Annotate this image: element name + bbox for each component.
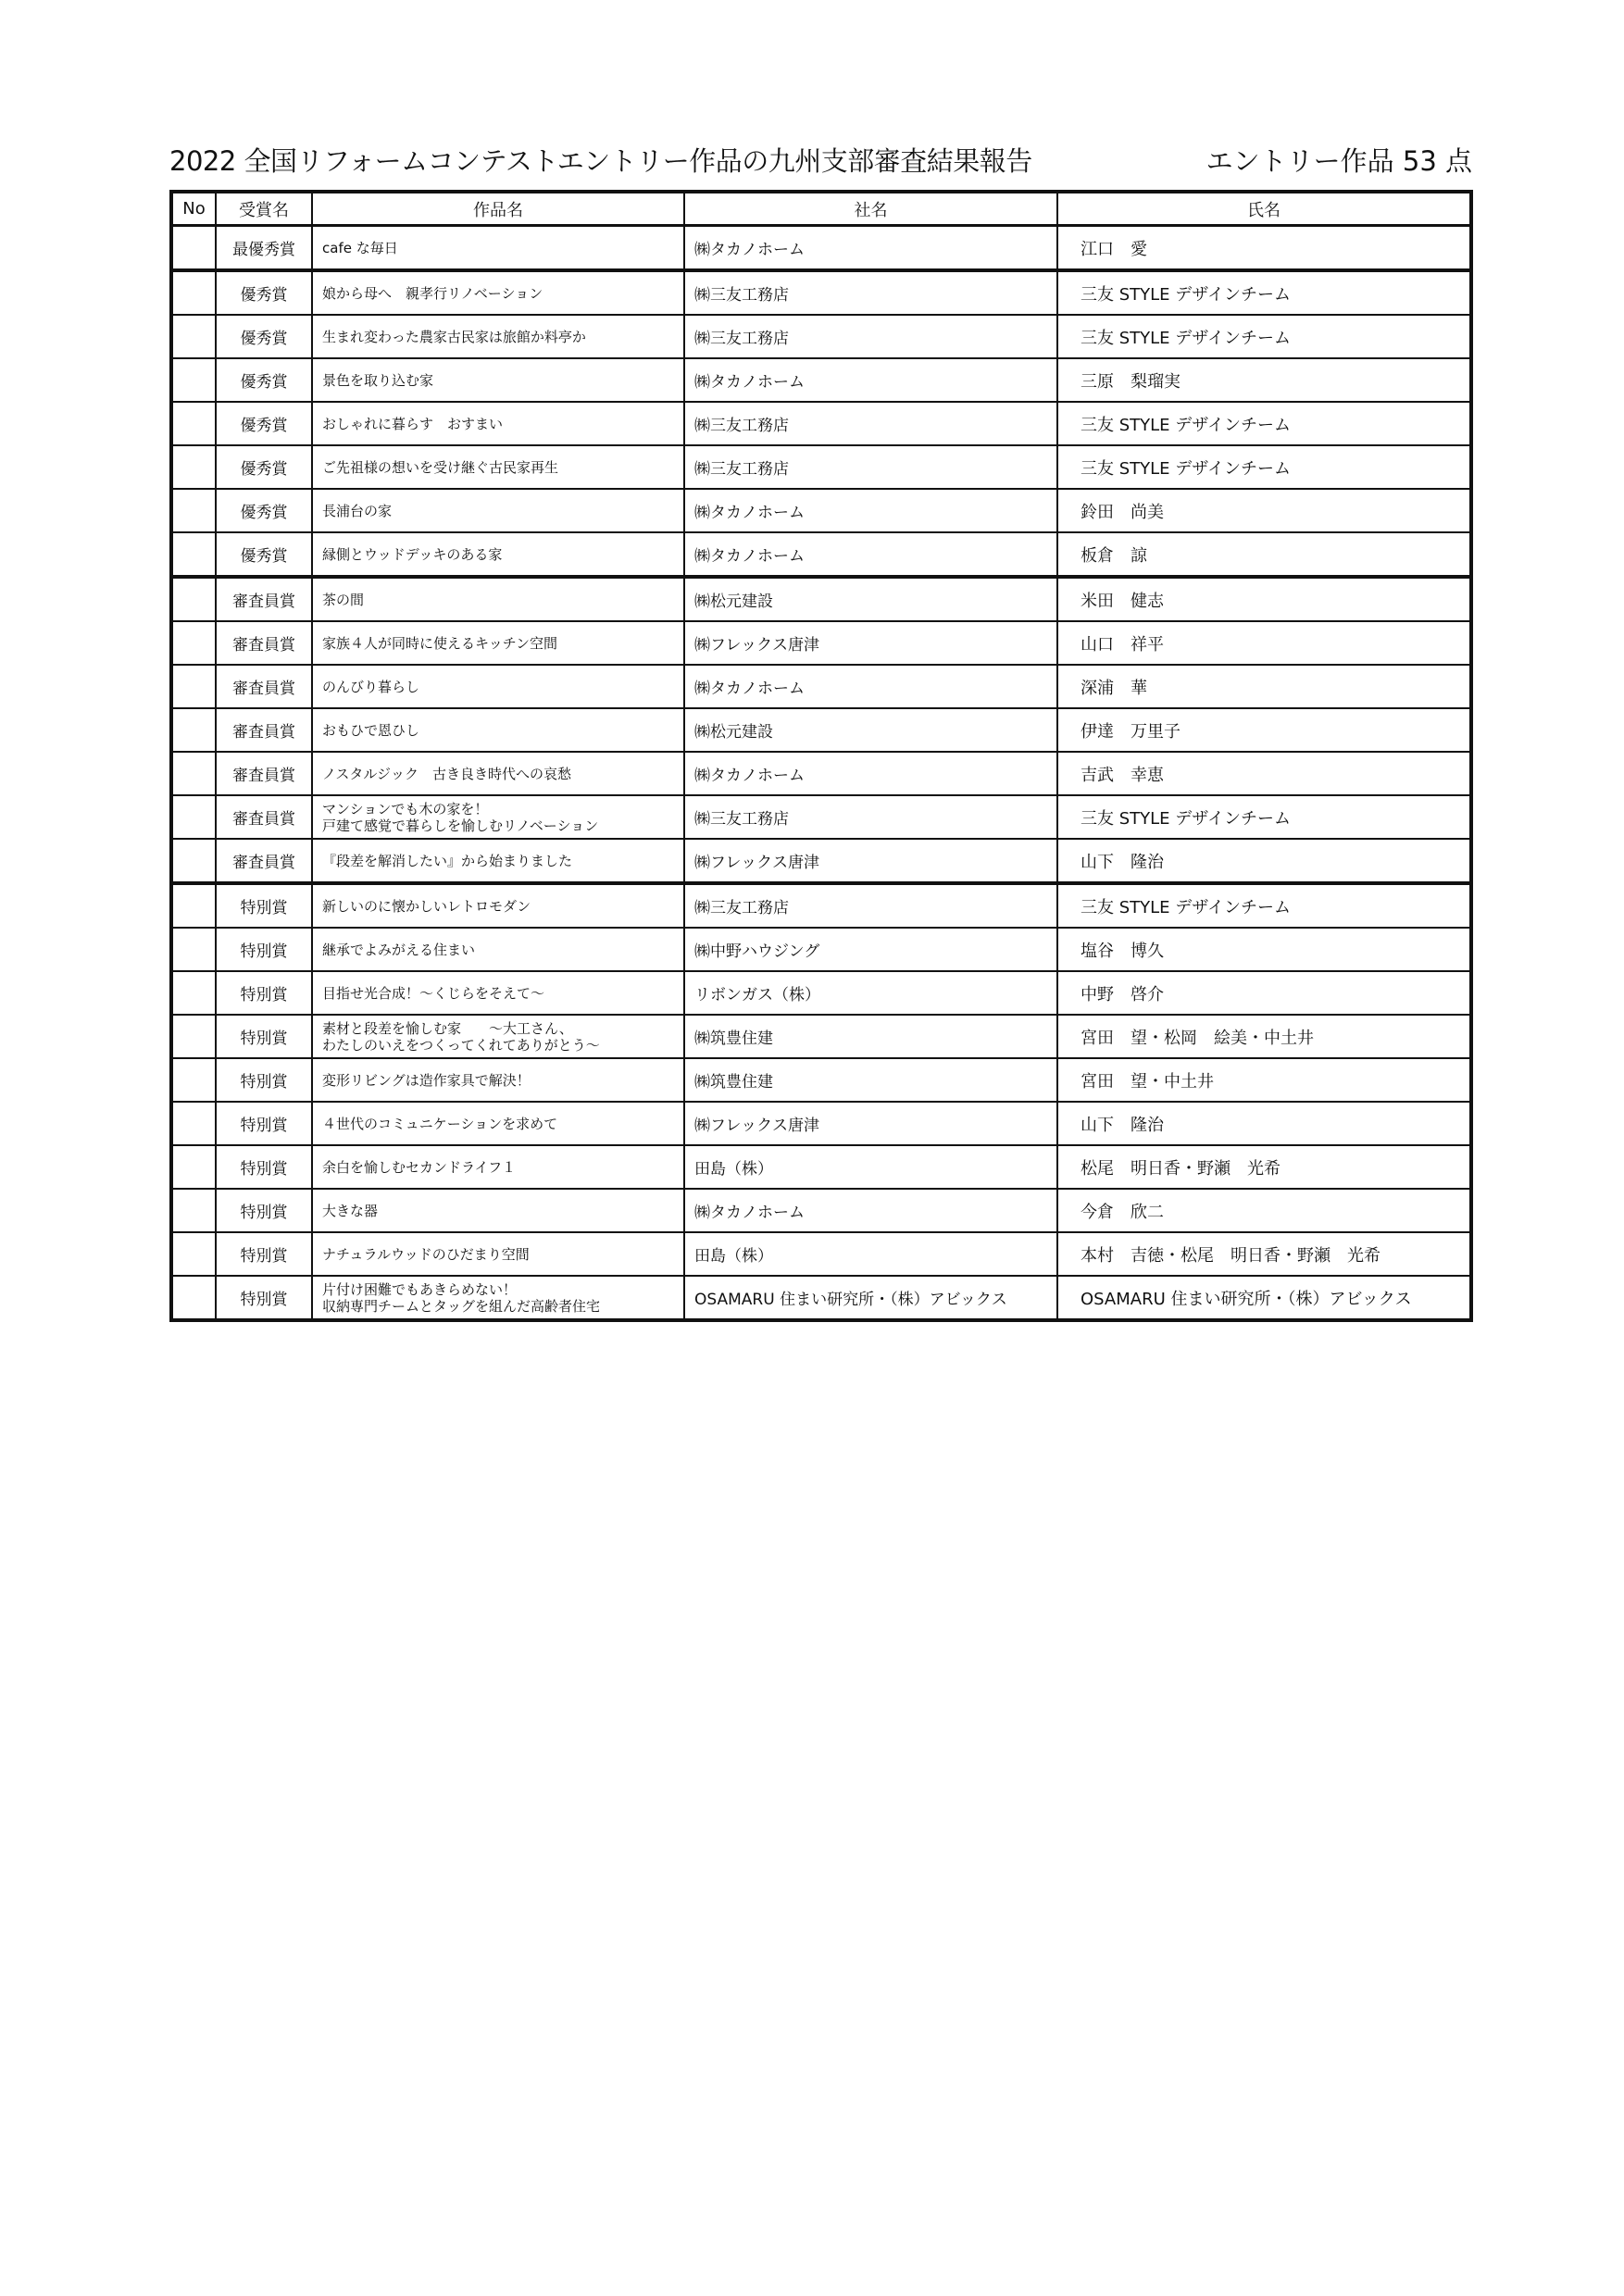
- cell-name: 塩谷 博久: [1057, 928, 1471, 971]
- cell-no: [171, 1145, 216, 1189]
- cell-no: [171, 226, 216, 271]
- cell-work-title: 目指せ光合成！～くじらをそえて～: [312, 971, 684, 1015]
- cell-award: 審査員賞: [216, 839, 312, 883]
- cell-name: OSAMARU 住まい研究所・（株）アビックス: [1057, 1276, 1471, 1320]
- table-row: [171, 577, 1471, 621]
- cell-award: 審査員賞: [216, 665, 312, 708]
- cell-company: ㈱フレックス唐津: [684, 839, 1057, 883]
- cell-name: 今倉 欣二: [1057, 1189, 1471, 1232]
- cell-no: [171, 1102, 216, 1145]
- cell-company: ㈱中野ハウジング: [684, 928, 1057, 971]
- cell-award: 特別賞: [216, 1145, 312, 1189]
- cell-no: [171, 1276, 216, 1320]
- cell-no: [171, 839, 216, 883]
- cell-no: [171, 270, 216, 315]
- cell-company: ㈱タカノホーム: [684, 358, 1057, 402]
- cell-work-title: マンションでも木の家を！ 戸建て感覚で暮らしを愉しむリノベーション: [312, 795, 684, 839]
- cell-award: 優秀賞: [216, 445, 312, 489]
- column-header-work: 作品名: [312, 192, 684, 226]
- cell-no: [171, 708, 216, 752]
- cell-company: ㈱筑豊住建: [684, 1058, 1057, 1102]
- cell-name: 宮田 望・中土井: [1057, 1058, 1471, 1102]
- cell-no: [171, 577, 216, 621]
- cell-name: 深浦 華: [1057, 665, 1471, 708]
- cell-no: [171, 928, 216, 971]
- cell-work-title: おもひで恩ひし: [312, 708, 684, 752]
- cell-award: 特別賞: [216, 1276, 312, 1320]
- cell-name: 三友 STYLE デザインチーム: [1057, 402, 1471, 445]
- table-row: [171, 270, 1471, 315]
- cell-name: 山下 隆治: [1057, 839, 1471, 883]
- results-table: [169, 190, 1473, 1322]
- cell-company: ㈱三友工務店: [684, 445, 1057, 489]
- cell-award: 特別賞: [216, 1015, 312, 1058]
- cell-work-title: 片付け困難でもあきらめない！ 収納専門チームとタッグを組んだ高齢者住宅: [312, 1276, 684, 1320]
- table-row: [171, 1189, 1471, 1232]
- cell-award: 審査員賞: [216, 621, 312, 665]
- cell-name: 宮田 望・松岡 絵美・中土井: [1057, 1015, 1471, 1058]
- cell-no: [171, 1189, 216, 1232]
- table-header-row: [171, 192, 1471, 226]
- cell-work-title: のんびり暮らし: [312, 665, 684, 708]
- table-row: [171, 928, 1471, 971]
- cell-work-title: cafe な毎日: [312, 226, 684, 271]
- column-header-company: 社名: [684, 192, 1057, 226]
- cell-work-title: 生まれ変わった農家古民家は旅館か料亭か: [312, 315, 684, 358]
- table-row: [171, 795, 1471, 839]
- cell-company: OSAMARU 住まい研究所・（株）アビックス: [684, 1276, 1057, 1320]
- cell-name: 三友 STYLE デザインチーム: [1057, 883, 1471, 928]
- cell-work-title: 縁側とウッドデッキのある家: [312, 532, 684, 577]
- cell-company: ㈱フレックス唐津: [684, 621, 1057, 665]
- column-header-no: No: [171, 192, 216, 226]
- cell-company: ㈱筑豊住建: [684, 1015, 1057, 1058]
- cell-award: 審査員賞: [216, 577, 312, 621]
- cell-company: ㈱タカノホーム: [684, 1189, 1057, 1232]
- cell-award: 優秀賞: [216, 532, 312, 577]
- cell-name: 三友 STYLE デザインチーム: [1057, 795, 1471, 839]
- cell-award: 特別賞: [216, 1058, 312, 1102]
- table-row: [171, 1015, 1471, 1058]
- cell-company: ㈱三友工務店: [684, 315, 1057, 358]
- table-row: [171, 708, 1471, 752]
- cell-company: ㈱松元建設: [684, 577, 1057, 621]
- cell-work-title: 継承でよみがえる住まい: [312, 928, 684, 971]
- cell-award: 特別賞: [216, 928, 312, 971]
- cell-name: 米田 健志: [1057, 577, 1471, 621]
- cell-work-title: ナチュラルウッドのひだまり空間: [312, 1232, 684, 1276]
- cell-company: 田島（株）: [684, 1145, 1057, 1189]
- cell-name: 松尾 明日香・野瀬 光希: [1057, 1145, 1471, 1189]
- cell-name: 山口 祥平: [1057, 621, 1471, 665]
- cell-no: [171, 795, 216, 839]
- cell-award: 特別賞: [216, 1189, 312, 1232]
- cell-award: 特別賞: [216, 1102, 312, 1145]
- cell-work-title: 新しいのに懐かしいレトロモダン: [312, 883, 684, 928]
- table-row: [171, 971, 1471, 1015]
- page-title: 2022 全国リフォームコンテストエントリー作品の九州支部審査結果報告: [169, 145, 1032, 177]
- table-row: [171, 315, 1471, 358]
- table-row: [171, 752, 1471, 795]
- table-row: [171, 1058, 1471, 1102]
- cell-company: リボンガス（株）: [684, 971, 1057, 1015]
- entry-count: エントリー作品 53 点: [1206, 145, 1472, 177]
- table-row: [171, 445, 1471, 489]
- table-row: [171, 532, 1471, 577]
- cell-name: 三友 STYLE デザインチーム: [1057, 270, 1471, 315]
- cell-award: 優秀賞: [216, 489, 312, 532]
- table-row: [171, 1276, 1471, 1320]
- table-row: [171, 665, 1471, 708]
- cell-award: 特別賞: [216, 883, 312, 928]
- cell-work-title: 家族４人が同時に使えるキッチン空間: [312, 621, 684, 665]
- cell-work-title: 変形リビングは造作家具で解決！: [312, 1058, 684, 1102]
- cell-no: [171, 1058, 216, 1102]
- cell-work-title: 娘から母へ 親孝行リノベーション: [312, 270, 684, 315]
- cell-company: ㈱タカノホーム: [684, 532, 1057, 577]
- cell-no: [171, 665, 216, 708]
- cell-name: 伊達 万里子: [1057, 708, 1471, 752]
- cell-no: [171, 532, 216, 577]
- cell-company: ㈱三友工務店: [684, 795, 1057, 839]
- cell-work-title: 大きな器: [312, 1189, 684, 1232]
- cell-name: 鈴田 尚美: [1057, 489, 1471, 532]
- table-row: [171, 226, 1471, 271]
- cell-name: 江口 愛: [1057, 226, 1471, 271]
- cell-work-title: 長浦台の家: [312, 489, 684, 532]
- cell-award: 審査員賞: [216, 795, 312, 839]
- cell-no: [171, 621, 216, 665]
- cell-award: 優秀賞: [216, 270, 312, 315]
- table-row: [171, 489, 1471, 532]
- cell-name: 三友 STYLE デザインチーム: [1057, 315, 1471, 358]
- cell-no: [171, 402, 216, 445]
- cell-work-title: 茶の間: [312, 577, 684, 621]
- cell-company: ㈱三友工務店: [684, 883, 1057, 928]
- cell-award: 審査員賞: [216, 708, 312, 752]
- table-row: [171, 839, 1471, 883]
- cell-name: 本村 吉徳・松尾 明日香・野瀬 光希: [1057, 1232, 1471, 1276]
- cell-award: 優秀賞: [216, 402, 312, 445]
- column-header-award: 受賞名: [216, 192, 312, 226]
- cell-award: 優秀賞: [216, 358, 312, 402]
- cell-award: 特別賞: [216, 971, 312, 1015]
- cell-company: ㈱タカノホーム: [684, 489, 1057, 532]
- cell-award: 優秀賞: [216, 315, 312, 358]
- cell-name: 三原 梨瑠実: [1057, 358, 1471, 402]
- cell-no: [171, 358, 216, 402]
- cell-no: [171, 752, 216, 795]
- cell-no: [171, 971, 216, 1015]
- cell-award: 最優秀賞: [216, 226, 312, 271]
- cell-award: 特別賞: [216, 1232, 312, 1276]
- cell-company: ㈱三友工務店: [684, 402, 1057, 445]
- table-row: [171, 621, 1471, 665]
- column-header-name: 氏名: [1057, 192, 1471, 226]
- cell-no: [171, 315, 216, 358]
- cell-name: 山下 隆治: [1057, 1102, 1471, 1145]
- cell-company: ㈱タカノホーム: [684, 665, 1057, 708]
- cell-work-title: 余白を愉しむセカンドライフ１: [312, 1145, 684, 1189]
- cell-work-title: 景色を取り込む家: [312, 358, 684, 402]
- table-row: [171, 358, 1471, 402]
- cell-work-title: 素材と段差を愉しむ家 ～大工さん、 わたしのいえをつくってくれてありがとう～: [312, 1015, 684, 1058]
- cell-work-title: ４世代のコミュニケーションを求めて: [312, 1102, 684, 1145]
- cell-company: ㈱松元建設: [684, 708, 1057, 752]
- cell-name: 吉武 幸恵: [1057, 752, 1471, 795]
- cell-name: 板倉 諒: [1057, 532, 1471, 577]
- cell-no: [171, 445, 216, 489]
- cell-company: 田島（株）: [684, 1232, 1057, 1276]
- table-row: [171, 402, 1471, 445]
- cell-work-title: 『段差を解消したい』から始まりました: [312, 839, 684, 883]
- cell-award: 審査員賞: [216, 752, 312, 795]
- cell-company: ㈱フレックス唐津: [684, 1102, 1057, 1145]
- table-row: [171, 883, 1471, 928]
- cell-no: [171, 1232, 216, 1276]
- cell-work-title: ご先祖様の想いを受け継ぐ古民家再生: [312, 445, 684, 489]
- cell-no: [171, 883, 216, 928]
- cell-company: ㈱三友工務店: [684, 270, 1057, 315]
- cell-company: ㈱タカノホーム: [684, 226, 1057, 271]
- cell-name: 中野 啓介: [1057, 971, 1471, 1015]
- cell-no: [171, 489, 216, 532]
- cell-work-title: おしゃれに暮らす おすまい: [312, 402, 684, 445]
- cell-work-title: ノスタルジック 古き良き時代への哀愁: [312, 752, 684, 795]
- cell-no: [171, 1015, 216, 1058]
- table-row: [171, 1232, 1471, 1276]
- cell-company: ㈱タカノホーム: [684, 752, 1057, 795]
- table-row: [171, 1145, 1471, 1189]
- table-row: [171, 1102, 1471, 1145]
- cell-name: 三友 STYLE デザインチーム: [1057, 445, 1471, 489]
